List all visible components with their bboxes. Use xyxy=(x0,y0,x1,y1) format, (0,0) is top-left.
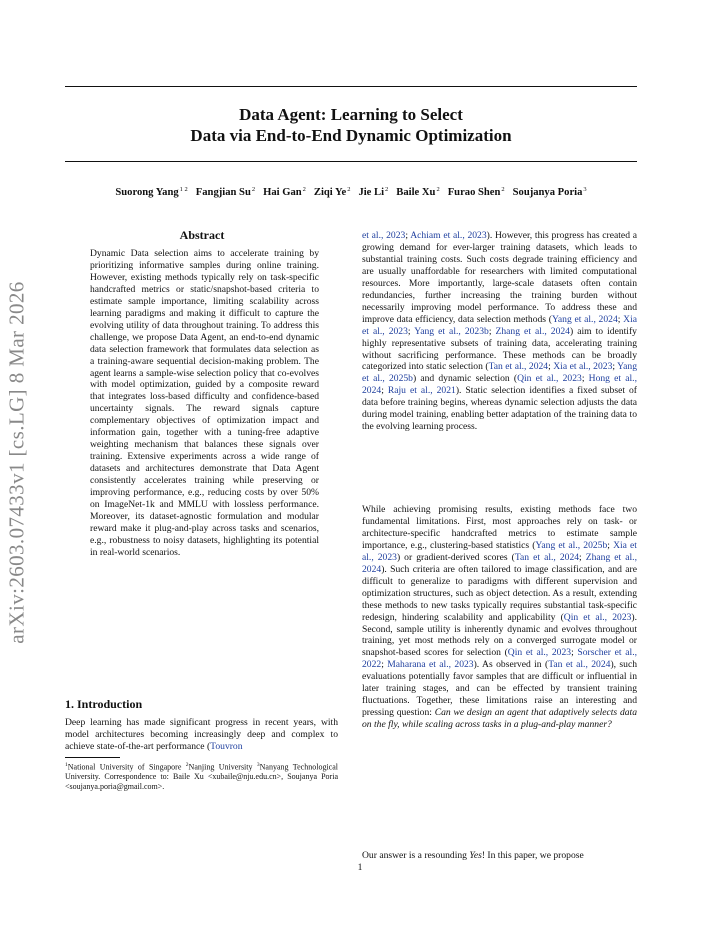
author-name xyxy=(314,187,351,198)
body-paragraph xyxy=(362,850,637,862)
footnote-marker: 1 xyxy=(65,762,68,768)
body-text: ; xyxy=(581,373,589,385)
body-text: ). Such criteria are often tailored to image classification, and are difficult to generalize to paradigms with different supervision and optimization structures, such as object detection. As a result, extending these methods to new tasks typically requires substantial task-specific redesign, hindering scalability and applicability ( xyxy=(362,563,637,623)
body-text: ; xyxy=(548,361,554,373)
citation-link[interactable]: Yang et al., 2025b xyxy=(535,539,608,551)
author-affiliation-marker: 3 xyxy=(583,186,587,193)
author-name xyxy=(196,187,255,198)
introduction-heading: 1. Introduction xyxy=(65,697,143,711)
citation-link[interactable]: et al., 2023 xyxy=(362,230,406,241)
body-text: ; xyxy=(405,230,411,241)
body-text: ; xyxy=(571,647,578,659)
footnote-text: National University of Singapore xyxy=(67,762,186,772)
author-name xyxy=(396,187,439,198)
citation-link[interactable]: Tan et al., 2024 xyxy=(514,551,580,563)
citation-link[interactable]: Maharana et al., 2023 xyxy=(387,659,474,671)
paper-title xyxy=(65,104,637,146)
body-text: ) and dynamic selection ( xyxy=(412,373,518,385)
author-name-text: Fangjian Su xyxy=(195,187,251,198)
title-line-1: Data Agent: Learning to Select xyxy=(239,105,463,124)
body-text: ; xyxy=(381,659,388,671)
footnote-text: Nanyang Technological University. Correspondence to: Baile Xu <xubaile@nju.edu.cn>, Soujanya Poria <soujanya.poria@gmail.com>. xyxy=(65,762,338,791)
author-affiliation-marker: 2 xyxy=(347,186,351,193)
citation-link[interactable]: Xia et al., 2023 xyxy=(362,313,637,337)
body-text: ; xyxy=(488,325,496,337)
citation-link[interactable]: Xia et al., 2023 xyxy=(553,361,613,373)
body-text: While achieving promising results, existing methods face two fundamental limitations. First, most approaches rely on task- or architecture-specific handcrafted metrics to estimate sample importance, e.g., clustering-based statistics ( xyxy=(362,504,637,551)
author-name-text: Furao Shen xyxy=(447,187,501,198)
author-name-text: Ziqi Ye xyxy=(313,187,347,198)
author-name xyxy=(115,187,187,198)
author-affiliation-marker: 2 xyxy=(385,186,389,193)
citation-link[interactable]: Raju et al., 2021 xyxy=(387,385,456,397)
citation-link[interactable]: Achiam et al., 2023 xyxy=(410,230,487,241)
abstract-heading: Abstract xyxy=(179,228,225,242)
citation-link[interactable]: Zhang et al., 2024 xyxy=(495,325,570,337)
citation-link[interactable]: Xia et al., 2023 xyxy=(362,539,637,563)
body-text: ) or gradient-derived scores ( xyxy=(396,551,515,563)
body-text: ; xyxy=(579,551,586,563)
author-affiliation-marker: 1 2 xyxy=(179,186,188,193)
introduction-text xyxy=(65,717,338,753)
citation-link[interactable]: Qin et al., 2023 xyxy=(563,611,632,623)
body-text: ; xyxy=(617,313,624,325)
citation-link[interactable]: Hong et al., 2024 xyxy=(362,373,637,397)
author-name xyxy=(358,187,388,198)
author-name-text: Hai Gan xyxy=(263,187,302,198)
author-name-text: Baile Xu xyxy=(396,187,436,198)
page-number: 1 xyxy=(357,862,363,873)
footnote-marker: 2 xyxy=(185,762,189,768)
body-text: ) aim to identify highly representative subsets of training data, accelerating training without sacrificing performance. These methods can be broadly categorized into static selection ( xyxy=(362,325,637,373)
body-text: ), such evaluations potentially favor samples that are difficult or influential in later training stages, and can be effected by transient training fluctuations. Together, these limitations raise an interesting and pressing question: xyxy=(362,659,638,719)
citation-link[interactable]: Qin et al., 2023 xyxy=(507,647,572,659)
top-rule xyxy=(65,86,637,87)
citation-link[interactable]: Touvron xyxy=(210,740,243,752)
citation-link[interactable]: Tan et al., 2024 xyxy=(548,659,611,671)
author-name-text: Soujanya Poria xyxy=(512,187,583,198)
author-name-text: Jie Li xyxy=(358,187,385,198)
intro-body: Deep learning has made significant progress in recent years, with model architectures becoming increasingly deep and complex to achieve state-of-the-art performance ( xyxy=(65,717,338,752)
body-text: ). However, this progress has created a growing demand for ever-larger training datasets, which leads to substantial training costs. Such costs degrade training efficiency and are usually unaffordable for researchers with limited computational resources. More importantly, large-scale datasets often contain redundancies, further increasing the training burden without necessarily improving model performance. To address these and improve data efficiency, data selection methods ( xyxy=(362,230,637,325)
body-text: ; xyxy=(612,361,618,373)
body-paragraph xyxy=(362,504,637,731)
citation-link[interactable]: Yang et al., 2023b xyxy=(414,325,489,337)
citation-link[interactable]: Sorscher et al., 2022 xyxy=(362,647,637,671)
citation-link[interactable]: Zhang et al., 2024 xyxy=(362,551,637,575)
title-line-2: Data via End-to-End Dynamic Optimization xyxy=(190,126,512,145)
citation-link[interactable]: Yang et al., 2025b xyxy=(362,361,637,385)
author-name-text: Suorong Yang xyxy=(115,187,179,198)
body-text: ; xyxy=(381,385,388,397)
body-text: ). Second, sample utility is inherently dynamic and evolves throughout training, yet most methods rely on a converged surrogate model or snapshot-based scores for selection ( xyxy=(362,611,638,659)
body-text: ; xyxy=(607,539,614,551)
author-affiliation-marker: 2 xyxy=(501,186,505,193)
footnote-marker: 3 xyxy=(256,762,260,768)
author-name xyxy=(513,187,587,198)
footnote-text: Nanjing University xyxy=(188,762,257,772)
abstract-text: Dynamic Data selection aims to accelerate training by prioritizing informative samples during online training. However, existing methods typically rely on task-specific handcrafted metrics or static/snapshot-based criteria to estimate sample importance, limiting scalability across learning paradigms and making it difficult to capture the evolving utility of data throughout training. To address this challenge, we propose Data Agent, an end-to-end dynamic data selection framework that formulates data selection as a training-aware sequential decision-making problem. The agent learns a sample-wise selection policy that co-evolves with model optimization, guided by a composite reward that integrates loss-based difficulty and confidence-based uncertainty signals. The reward signals capture complementary objectives of optimization impact and information gain, together with a tuning-free adaptive weighting mechanism that balances these signals over training. Extensive experiments across a wide range of datasets and architectures demonstrate that Data Agent consistently accelerates training while preserving or improving performance, e.g., reducing costs by over 50% on ImageNet-1k and MMLU with lossless performance. Moreover, its dataset-agnostic formulation and modular reward make it plug-and-play across tasks and scenarios, e.g., robustness to noisy datasets, highlighting its potential in real-world scenarios. xyxy=(90,248,319,558)
author-list xyxy=(60,186,642,198)
arxiv-identifier: arXiv:2603.07433v1 [cs.LG] 8 Mar 2026 xyxy=(4,281,29,644)
body-text: ; xyxy=(407,325,415,337)
body-text: ! In this paper, we propose xyxy=(481,850,584,861)
emphasized-text: Can we design an agent that adaptively selects data on the fly, while scaling across tasks in a plug-and-play manner? xyxy=(362,707,637,731)
author-affiliation-marker: 2 xyxy=(302,186,306,193)
body-text: ). As observed in ( xyxy=(473,659,549,671)
title-bottom-rule xyxy=(65,161,637,162)
citation-link[interactable]: Qin et al., 2023 xyxy=(517,373,582,385)
citation-link[interactable]: Tan et al., 2024 xyxy=(488,361,549,373)
citation-link[interactable]: Yang et al., 2024 xyxy=(551,313,618,325)
body-paragraph xyxy=(362,230,637,433)
body-text: Our answer is a resounding xyxy=(362,850,470,861)
body-text: ). Static selection identifies a fixed subset of data before training begins, whereas dynamic selection adjusts the data during model training, enabling better adaptation of the training data to the evolving learning process. xyxy=(362,385,637,433)
author-affiliation-marker: 2 xyxy=(436,186,440,193)
author-name xyxy=(263,187,306,198)
author-affiliation-marker: 2 xyxy=(251,186,256,193)
author-name xyxy=(448,187,505,198)
footnote-rule xyxy=(65,757,120,758)
emphasized-text: Yes xyxy=(469,850,482,861)
affiliation-footnote xyxy=(65,761,338,791)
